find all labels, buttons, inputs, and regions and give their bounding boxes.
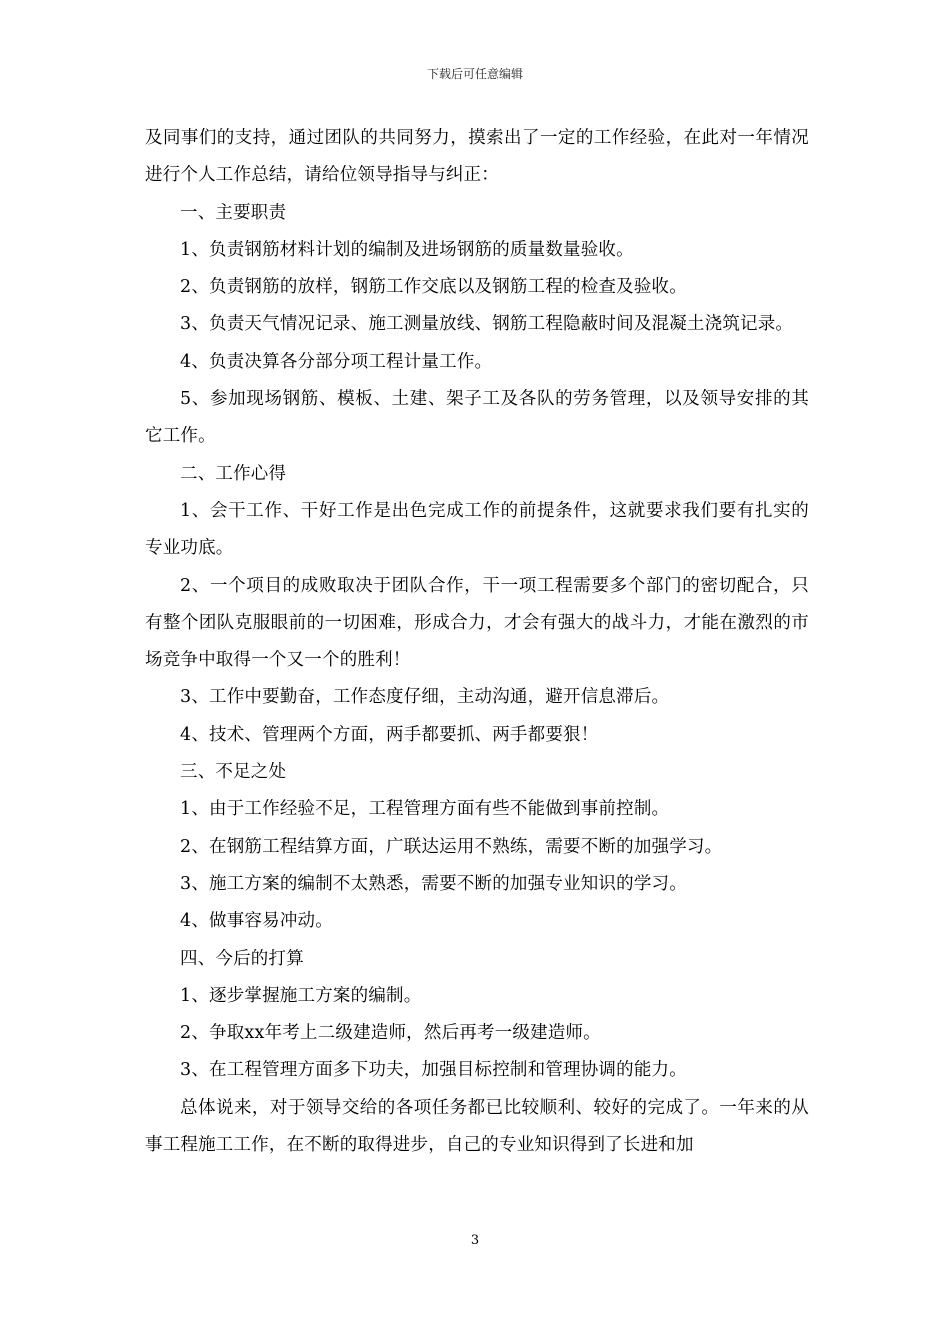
paragraph: 2、一个项目的成败取决于团队合作，干一项工程需要多个部门的密切配合，只有整个团队克服眼前的一切困难，形成合力，才会有强大的战斗力，才能在激烈的市场竞争中取得一个又一个的胜利！ xyxy=(145,575,809,671)
paragraph: 一、主要职责 xyxy=(180,202,287,223)
paragraph: 2、争取xx年考上二级建造师，然后再考一级建造师。 xyxy=(180,1023,601,1044)
paragraph: 1、会干工作、干好工作是出色完成工作的前提条件，这就要求我们要有扎实的专业功底。 xyxy=(145,500,809,559)
paragraph: 4、做事容易冲动。 xyxy=(180,911,333,932)
page-number: 3 xyxy=(470,1233,480,1248)
page-header: 下载后可任意编辑 xyxy=(426,67,523,81)
paragraph: 2、负责钢筋的放样，钢筋工作交底以及钢筋工程的检查及验收。 xyxy=(180,277,687,298)
document-body xyxy=(145,120,809,1164)
paragraph: 2、在钢筋工程结算方面，广联达运用不熟练，需要不断的加强学习。 xyxy=(180,836,723,857)
paragraph: 1、逐步掌握施工方案的编制。 xyxy=(180,985,422,1006)
paragraph: 3、负责天气情况记录、施工测量放线、钢筋工程隐蔽时间及混凝土浇筑记录。 xyxy=(180,314,794,335)
paragraph: 四、今后的打算 xyxy=(180,948,304,969)
paragraph: 3、在工程管理方面多下功夫，加强目标控制和管理协调的能力。 xyxy=(180,1060,687,1081)
paragraph: 及同事们的支持，通过团队的共同努力，摸索出了一定的工作经验，在此对一年情况进行个人工作总结，请给位领导指导与纠正： xyxy=(145,128,809,186)
paragraph: 总体说来，对于领导交给的各项任务都已比较顺利、较好的完成了。一年来的从事工程施工工作，在不断的取得进步，自己的专业知识得到了长进和加 xyxy=(145,1097,809,1156)
paragraph: 4、负责决算各分部分项工程计量工作。 xyxy=(180,351,493,372)
paragraph: 1、负责钢筋材料计划的编制及进场钢筋的质量数量验收。 xyxy=(180,239,634,260)
paragraph: 5、参加现场钢筋、模板、土建、架子工及各队的劳务管理，以及领导安排的其它工作。 xyxy=(145,389,809,447)
paragraph: 3、施工方案的编制不太熟悉，需要不断的加强专业知识的学习。 xyxy=(180,873,687,894)
paragraph: 3、工作中要勤奋，工作态度仔细，主动沟通，避开信息滞后。 xyxy=(180,687,670,708)
paragraph: 三、不足之处 xyxy=(180,762,287,783)
paragraph: 二、工作心得 xyxy=(180,463,287,484)
paragraph: 4、技术、管理两个方面，两手都要抓、两手都要狠！ xyxy=(180,724,599,745)
paragraph: 1、由于工作经验不足，工程管理方面有些不能做到事前控制。 xyxy=(180,799,670,820)
